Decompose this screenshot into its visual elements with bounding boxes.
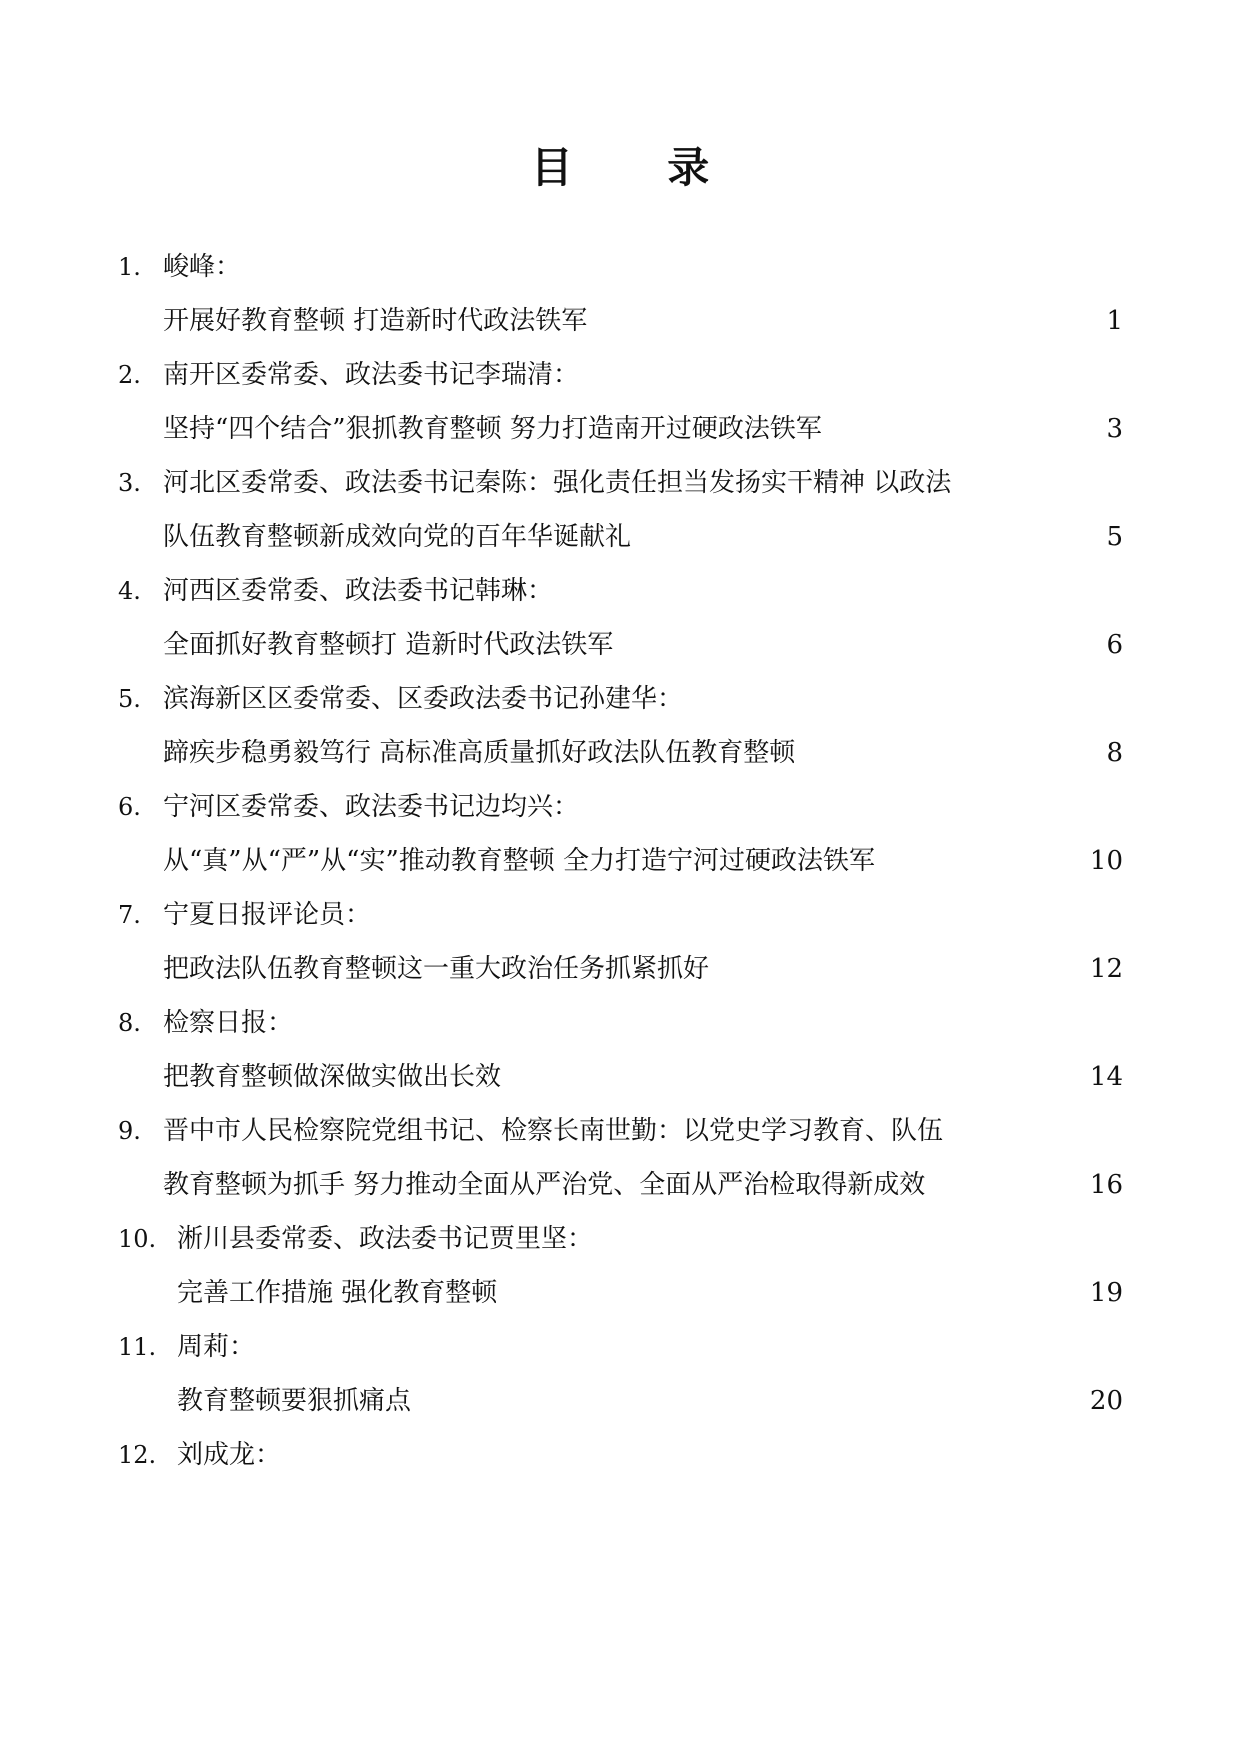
toc-entry-page-number: 12 [1089,954,1123,984]
toc-entry-title: 把政法队伍教育整顿这一重大政治任务抓紧抓好 [163,954,710,984]
toc-entry-number: 8. [118,1009,141,1037]
toc-entry-title-line [0,1266,1240,1320]
toc-entry-title: 完善工作措施 强化教育整顿 [177,1278,498,1308]
toc-entry-number: 4. [118,577,141,605]
toc-entry-title-line [0,1158,1240,1212]
toc-entry-number: 2. [118,361,141,389]
toc-entry-author: 刘成龙： [177,1440,282,1470]
toc-entry-author: 南开区委常委、政法委书记李瑞清： [163,360,580,390]
toc-entry-title-line [0,402,1240,456]
toc-entry-page-number: 3 [1106,414,1123,444]
toc-entry-number: 9. [118,1117,141,1145]
toc-entry-title: 开展好教育整顿 打造新时代政法铁军 [163,306,588,336]
toc-entry-title: 队伍教育整顿新成效向党的百年华诞献礼 [163,522,632,552]
toc-entry-heading-line [0,780,1240,834]
toc-entry-title-line [0,510,1240,564]
toc-entry-author: 检察日报： [163,1008,294,1038]
toc-entry-title: 坚持“四个结合”狠抓教育整顿 努力打造南开过硬政法铁军 [163,414,822,444]
toc-entry-page-number: 1 [1106,306,1123,336]
toc-entry-title-line [0,618,1240,672]
toc-entry[interactable] [0,1428,1240,1536]
toc-entry-title-line [0,1050,1240,1104]
toc-entry-title: 蹄疾步稳勇毅笃行 高标准高质量抓好政法队伍教育整顿 [163,738,796,768]
toc-entry-heading-line [0,1212,1240,1266]
page-title: 目 录 [530,143,750,192]
toc-entry-title: 把教育整顿做深做实做出长效 [163,1062,502,1092]
toc-entry-title: 教育整顿为抓手 努力推动全面从严治党、全面从严治检取得新成效 [163,1170,926,1200]
toc-entry-title-line [0,1482,1240,1536]
toc-entry-number: 5. [118,685,141,713]
toc-entry-heading-line [0,1428,1240,1482]
toc-entry-author: 周莉： [177,1332,256,1362]
toc-entry-author: 滨海新区区委常委、区委政法委书记孙建华： [163,684,684,714]
toc-entry-author: 河西区委常委、政法委书记韩琳： [163,576,554,606]
toc-entry[interactable] [0,240,1240,348]
toc-entry-title-line [0,834,1240,888]
toc-entry-number: 1. [118,253,141,281]
toc-list [0,240,1240,1536]
toc-entry-page-number: 19 [1089,1278,1123,1308]
toc-entry-heading-line [0,456,1240,510]
toc-entry-page-number: 5 [1106,522,1123,552]
toc-entry[interactable] [0,456,1240,564]
toc-entry-title-line [0,294,1240,348]
toc-entry[interactable] [0,564,1240,672]
toc-entry[interactable] [0,888,1240,996]
toc-entry-number: 3. [118,469,141,497]
toc-entry-title-line [0,726,1240,780]
toc-entry-number: 7. [118,901,141,929]
toc-entry-number: 10. [118,1225,157,1253]
toc-entry[interactable] [0,672,1240,780]
toc-entry-number: 11. [118,1333,157,1361]
toc-entry-author: 淅川县委常委、政法委书记贾里坚： [177,1224,594,1254]
toc-entry-author: 晋中市人民检察院党组书记、检察长南世勤：以党史学习教育、队伍 [163,1116,944,1146]
toc-entry-author: 峻峰： [163,252,242,282]
toc-entry-title-line [0,942,1240,996]
toc-entry-heading-line [0,672,1240,726]
toc-entry[interactable] [0,780,1240,888]
toc-entry-page-number: 6 [1106,630,1123,660]
toc-entry-heading-line [0,240,1240,294]
toc-entry-title: 教育整顿要狠抓痛点 [177,1386,412,1416]
toc-entry-number: 12. [118,1441,157,1469]
toc-entry[interactable] [0,1104,1240,1212]
toc-entry-page-number: 14 [1089,1062,1123,1092]
toc-entry-title: 从“真”从“严”从“实”推动教育整顿 全力打造宁河过硬政法铁军 [163,846,876,876]
toc-entry-heading-line [0,888,1240,942]
toc-entry[interactable] [0,996,1240,1104]
toc-entry-heading-line [0,348,1240,402]
toc-entry-heading-line [0,1320,1240,1374]
toc-entry[interactable] [0,1320,1240,1428]
toc-entry[interactable] [0,348,1240,456]
toc-entry-page-number: 8 [1106,738,1123,768]
toc-entry-heading-line [0,564,1240,618]
toc-entry-title: 全面抓好教育整顿打 造新时代政法铁军 [163,630,614,660]
toc-entry-title-line [0,1374,1240,1428]
toc-entry-page-number: 16 [1089,1170,1123,1200]
toc-entry-page-number: 10 [1089,846,1123,876]
toc-entry-page-number: 20 [1089,1386,1123,1416]
toc-entry-author: 宁夏日报评论员： [163,900,372,930]
toc-entry-heading-line [0,996,1240,1050]
toc-entry-author: 河北区委常委、政法委书记秦陈：强化责任担当发扬实干精神 以政法 [163,468,952,498]
toc-entry-number: 6. [118,793,141,821]
toc-entry-author: 宁河区委常委、政法委书记边均兴： [163,792,580,822]
toc-entry[interactable] [0,1212,1240,1320]
toc-entry-heading-line [0,1104,1240,1158]
